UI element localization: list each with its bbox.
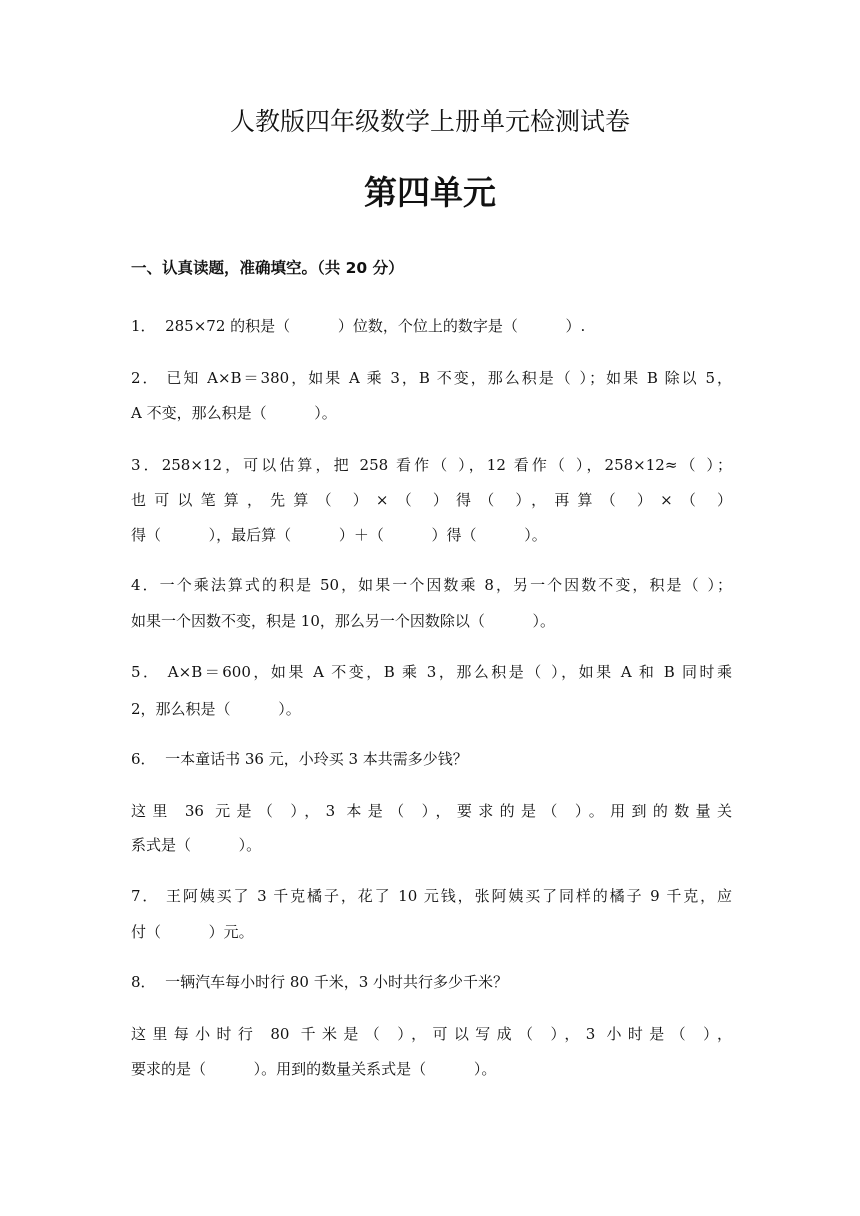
- question-2-line-2: A 不变，那么积是（ ）。: [131, 404, 337, 422]
- question-5-line-1: 5． A×B＝600，如果 A 不变，B 乘 3，那么积是（ ），如果 A 和 B 同时乘: [131, 663, 732, 681]
- question-5-line-2: 2，那么积是（ ）。: [131, 700, 301, 718]
- question-6-line-2: 这里 36 元是（ ），3 本是（ ），要求的是（ ）。用到的数量关: [131, 802, 732, 820]
- question-8-line-1: 8． 一辆汽车每小时行 80 千米，3 小时共行多少千米？: [131, 973, 509, 991]
- unit-title: 第四单元: [364, 173, 496, 212]
- question-6-line-3: 系式是（ ）。: [131, 836, 262, 854]
- question-3-line-1: 3．258×12，可以估算，把 258 看作（ ），12 看作（ ），258×12≈（ ）；: [131, 456, 732, 474]
- question-4-line-2: 如果一个因数不变，积是 10，那么另一个因数除以（ ）。: [131, 612, 556, 630]
- question-2-line-1: 2． 已知 A×B＝380，如果 A 乘 3，B 不变，那么积是（ ）；如果 B 除以 5，: [131, 369, 732, 387]
- question-7-line-2: 付（ ）元。: [131, 923, 254, 941]
- exam-title: 人教版四年级数学上册单元检测试卷: [229, 107, 630, 136]
- question-4-line-1: 4．一个乘法算式的积是 50，如果一个因数乘 8，另一个因数不变，积是（ ）；: [131, 576, 732, 594]
- question-7-line-1: 7． 王阿姨买了 3 千克橘子，花了 10 元钱，张阿姨买了同样的橘子 9 千克，应: [131, 887, 732, 905]
- question-8-line-3: 要求的是（ ）。用到的数量关系式是（ ）。: [131, 1060, 497, 1078]
- question-6-line-1: 6． 一本童话书 36 元，小玲买 3 本共需多少钱？: [131, 750, 468, 768]
- section-heading: 一、认真读题，准确填空。（共 20 分）: [131, 259, 404, 277]
- question-3-line-2: 也可以笔算，先算（ ）×（ ）得（ ），再算（ ）×（ ）: [131, 491, 732, 509]
- question-8-line-2: 这里每小时行 80 千米是（ ），可以写成（ ），3 小时是（ ），: [131, 1025, 732, 1043]
- question-3-line-3: 得（ ），最后算（ ）＋（ ）得（ ）。: [131, 526, 547, 544]
- question-1-line-1: 1． 285×72 的积是（ ）位数，个位上的数字是（ ）.: [131, 317, 586, 335]
